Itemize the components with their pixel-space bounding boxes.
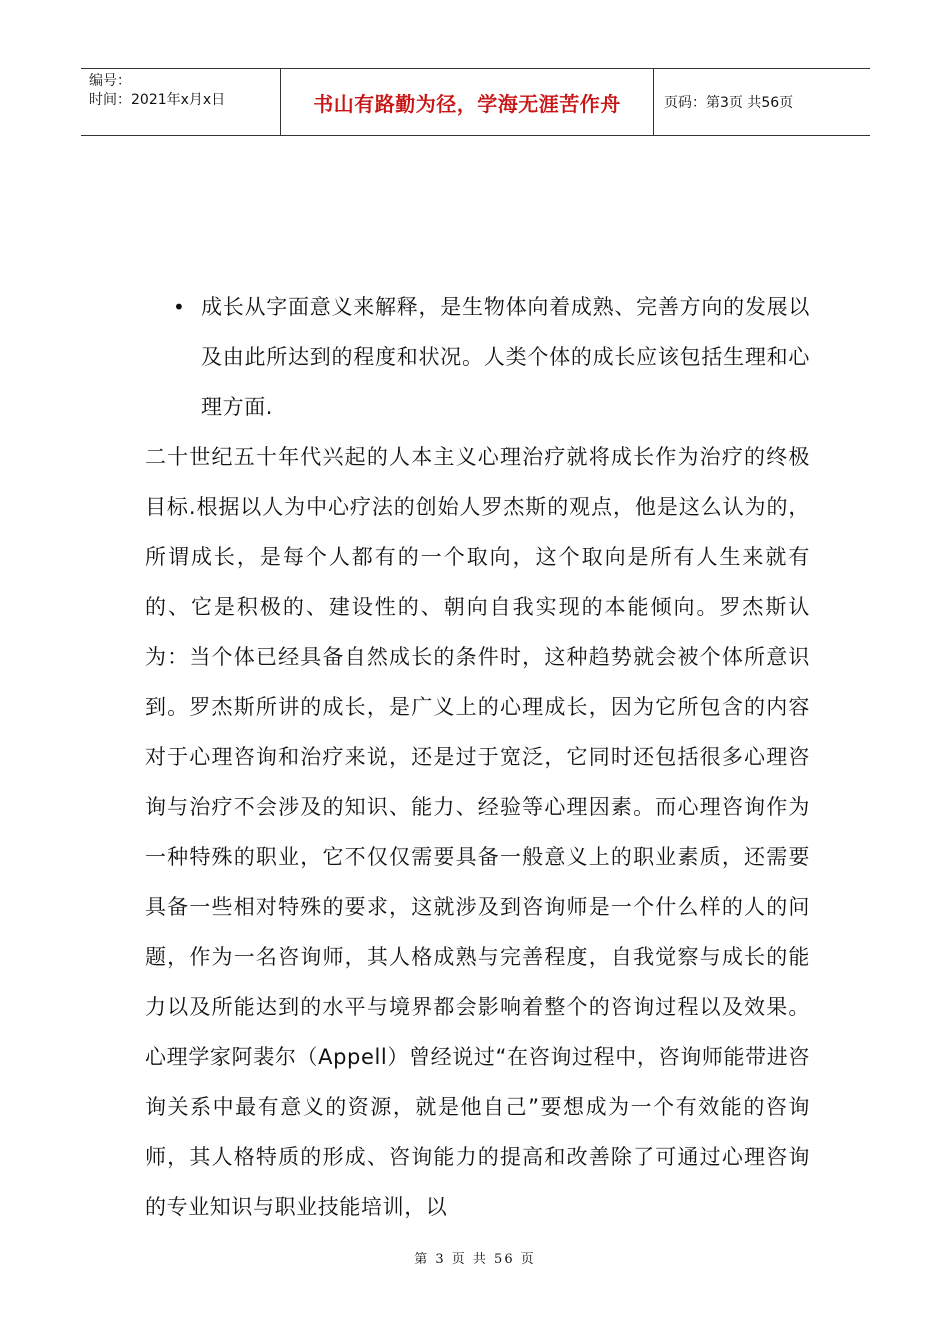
body-paragraph: 二十世纪五十年代兴起的人本主义心理治疗就将成长作为治疗的终极目标.根据以人为中心疗法的创始人罗杰斯的观点，他是这么认为的，所谓成长，是每个人都有的一个取向，这个取向是所有人生来就有的、它是积极的、建设性的、朝向自我实现的本能倾向。罗杰斯认为：当个体已经具备自然成长的条件时，这种趋势就会被个体所意识到。罗杰斯所讲的成长，是广义上的心理成长，因为它所包含的内容对于心理咨询和治疗来说，还是过于宽泛，它同时还包括很多心理咨询与治疗不会涉及的知识、能力、经验等心理因素。而心理咨询作为一种特殊的职业，它不仅仅需要具备一般意义上的职业素质，还需要具备一些相对特殊的要求，这就涉及到咨询师是一个什么样的人的问题，作为一名咨询师，其人格成熟与完善程度，自我觉察与成长的能力以及所能达到的水平与境界都会影响着整个的咨询过程以及效果。心理学家阿裴尔（Appell）曾经说过“在咨询过程中，咨询师能带进咨询关系中最有意义的资源，就是他自己”要想成为一个有效能的咨询师，其人格特质的形成、咨询能力的提高和改善除了可通过心理咨询的专业知识与职业技能培训，以 xyxy=(145,445,810,1219)
bullet-item xyxy=(145,282,810,432)
header-meta-cell xyxy=(81,69,281,135)
header-page-label: 页码：第3页 共56页 xyxy=(664,95,794,111)
document-body xyxy=(145,282,810,1232)
date-label: 时间：2021年x月x日 xyxy=(89,92,226,108)
page-header xyxy=(81,68,870,136)
bullet-text: 成长从字面意义来解释，是生物体向着成熟、完善方向的发展以及由此所达到的程度和状况。人类个体的成长应该包括生理和心理方面. xyxy=(201,295,810,419)
page-footer: 第 3 页 共 56 页 xyxy=(414,1252,536,1267)
number-label: 编号： xyxy=(89,73,131,89)
bullet-icon: • xyxy=(173,295,186,319)
header-motto: 书山有路勤为径，学海无涯苦作舟 xyxy=(281,69,654,135)
